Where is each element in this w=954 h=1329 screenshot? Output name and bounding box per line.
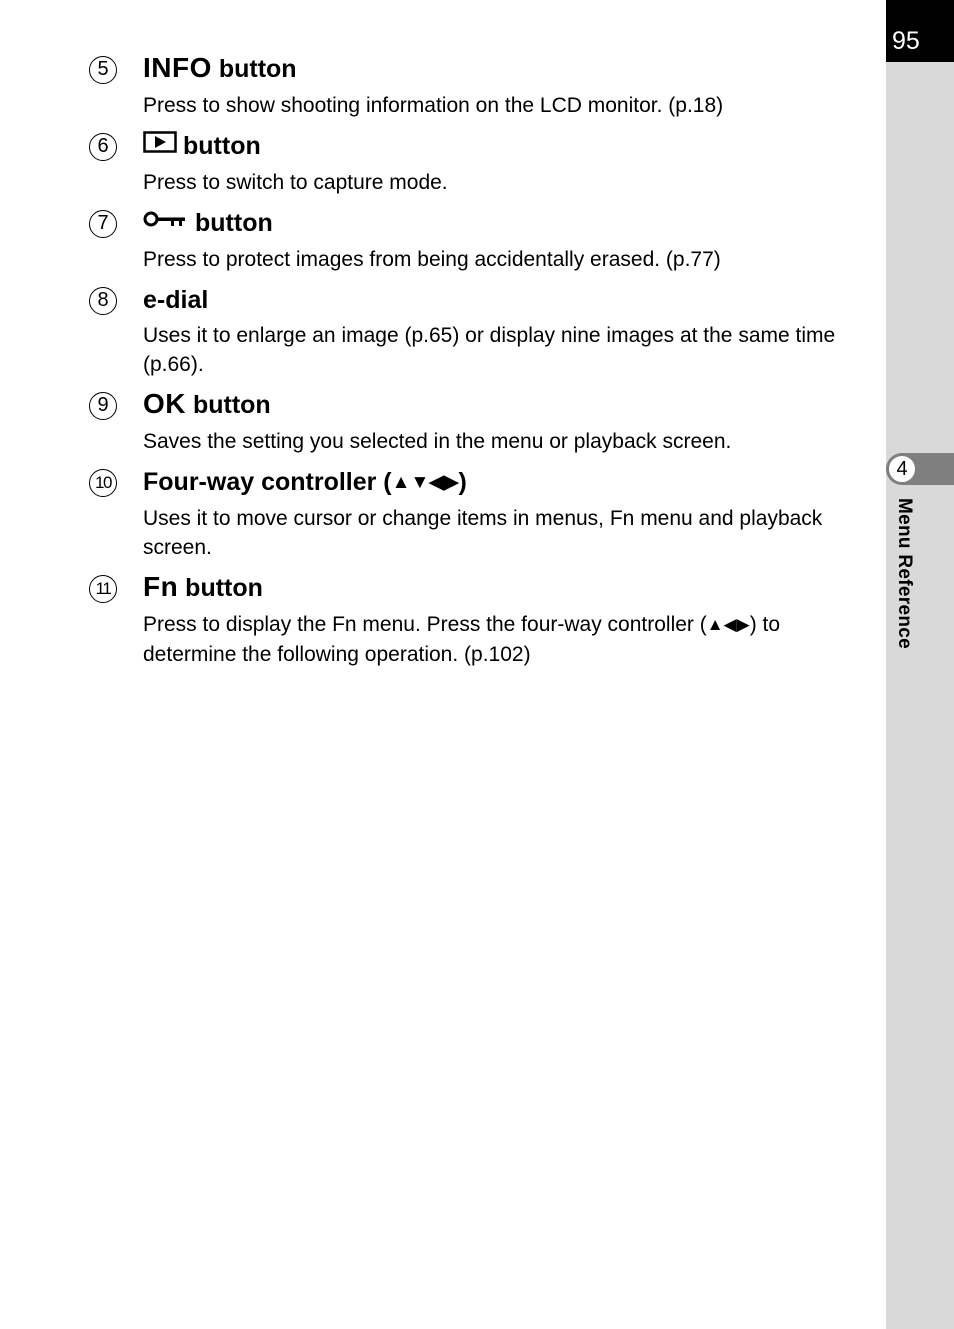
entry-description [143, 610, 868, 669]
description-suffix: ) to determine the following operation. (p.102) [143, 613, 781, 666]
entry-heading [143, 208, 273, 239]
chapter-title: Menu Reference [894, 498, 915, 649]
playback-icon [143, 130, 177, 160]
entry-title: e-dial [143, 286, 209, 314]
entry-heading [143, 389, 271, 420]
item-marker: 5 [89, 56, 117, 84]
entry-title: button [185, 574, 263, 602]
entry-title: button [195, 209, 273, 237]
item-marker: 6 [89, 133, 117, 161]
entry-heading [143, 467, 467, 500]
item-marker: 11 [89, 575, 117, 603]
fn-symbol: Fn [143, 571, 179, 602]
entry-title-suffix: ) [458, 468, 467, 496]
entry-heading [143, 572, 263, 603]
info-symbol: INFO [143, 52, 212, 83]
entry-heading [143, 285, 208, 315]
page-number: 95 [892, 27, 920, 55]
entry-heading [143, 131, 261, 162]
item-marker: 7 [89, 210, 117, 238]
description-prefix: Press to display the Fn menu. Press the four-way controller ( [143, 613, 707, 636]
entry-description: Press to switch to capture mode. [143, 171, 448, 194]
entry-heading [143, 53, 297, 84]
arrow-keys-icon: ▲▼◀▶ [391, 472, 459, 493]
item-marker: 8 [89, 287, 117, 315]
entry-description: Press to show shooting information on the LCD monitor. (p.18) [143, 94, 724, 117]
arrow-keys-icon: ▲◀▶ [706, 615, 750, 634]
entry-description: Press to protect images from being accidentally erased. (p.77) [143, 248, 721, 271]
ok-symbol: OK [143, 388, 186, 419]
entry-title: button [218, 55, 297, 83]
entry-title-prefix: Four-way controller ( [143, 468, 392, 496]
item-marker: 9 [89, 392, 117, 420]
chapter-number: 4 [888, 455, 916, 483]
side-tab-strip [886, 0, 954, 1329]
entry-description: Saves the setting you selected in the menu or playback screen. [143, 430, 732, 453]
entry-description: Uses it to move cursor or change items in menus, Fn menu and playback screen. [143, 507, 823, 559]
entry-title: button [192, 391, 271, 419]
entry-title: button [183, 132, 261, 160]
entry-description: Uses it to enlarge an image (p.65) or display nine images at the same time (p.66). [143, 324, 836, 376]
item-marker: 10 [89, 469, 117, 497]
protect-key-icon [143, 207, 187, 237]
